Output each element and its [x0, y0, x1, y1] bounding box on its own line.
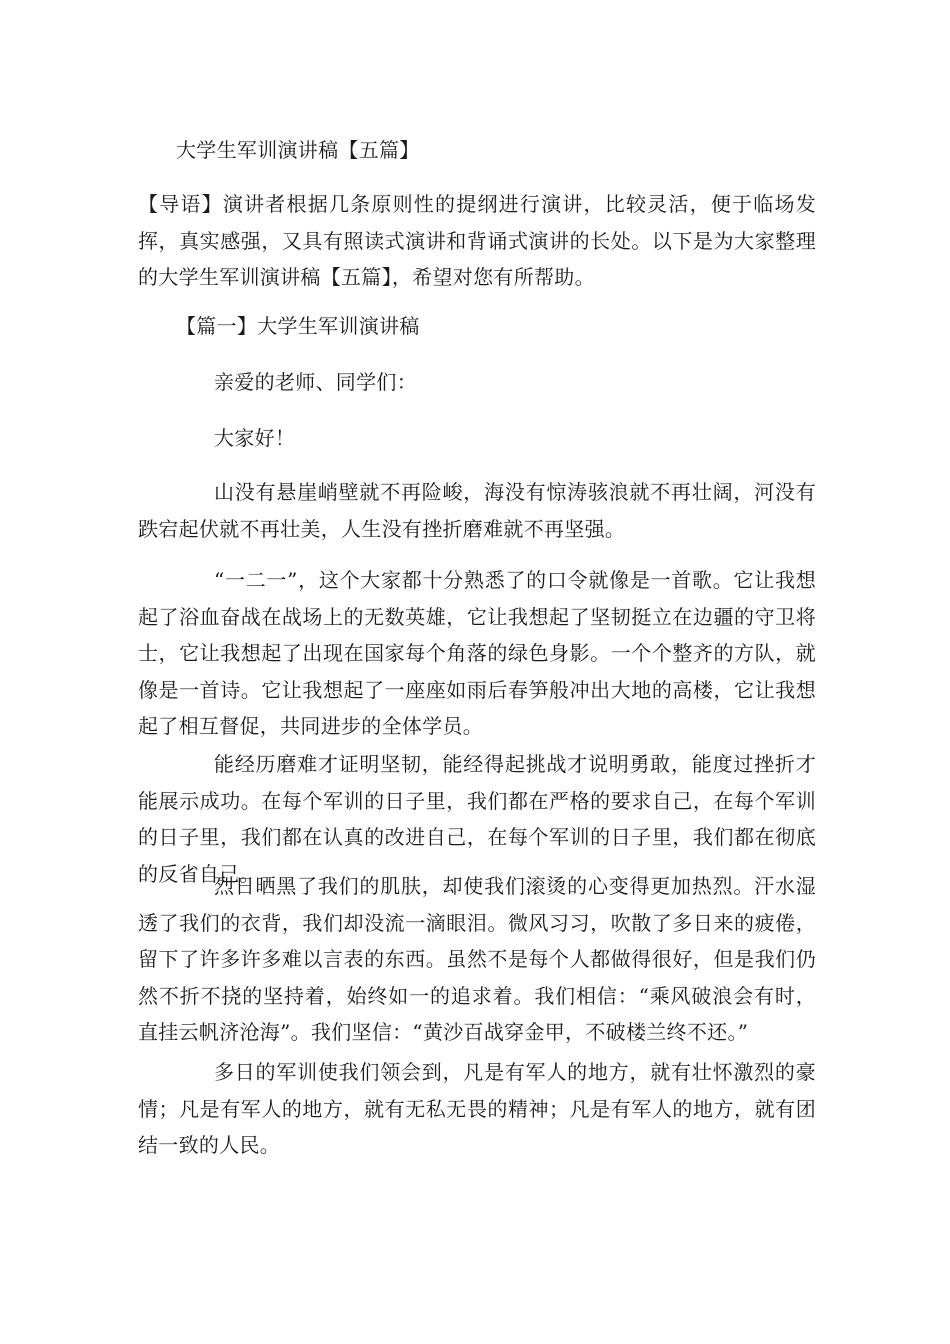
- intro-paragraph: 【导语】演讲者根据几条原则性的提纲进行演讲，比较灵活，便于临场发挥，真实感强，又具有照读式演讲和背诵式演讲的长处。以下是为大家整理的大学生军训演讲稿【五篇】，希望对您有所帮助。: [138, 192, 816, 289]
- body-paragraph-4: 烈日晒黑了我们的肌肤，却使我们滚烫的心变得更加热烈。汗水湿透了我们的衣背，我们却没流一滴眼泪。微风习习，吹散了多日来的疲倦，留下了许多许多难以言表的东西。虽然不是每个人都做得很好，但是我们仍然不折不挠的坚持着，始终如一的追求着。我们相信：“乘风破浪会有时，直挂云帆济沧海”。我们坚信：“黄沙百战穿金甲，不破楼兰终不还。”: [138, 874, 816, 1044]
- body-paragraph-5: 多日的军训使我们领会到，凡是有军人的地方，就有壮怀激烈的豪情；凡是有军人的地方，就有无私无畏的精神；凡是有军人的地方，就有团结一致的人民。: [138, 1060, 816, 1157]
- section-heading: 【篇一】大学生军训演讲稿: [176, 314, 420, 338]
- body-paragraph-1: 山没有悬崖峭壁就不再险峻，海没有惊涛骇浪就不再壮阔，河没有跌宕起伏就不再壮美，人生没有挫折磨难就不再坚强。: [138, 480, 816, 541]
- salutation: 亲爱的老师、同学们：: [214, 370, 417, 394]
- greeting: 大家好！: [214, 426, 296, 450]
- body-paragraph-3: 能经历磨难才证明坚韧，能经得起挑战才说明勇敢，能度过挫折才能展示成功。在每个军训的日子里，我们都在严格的要求自己，在每个军训的日子里，我们都在认真的改进自己，在每个军训的日子里，我们都在彻底的反省自己。: [138, 752, 816, 886]
- body-paragraph-2: “一二一”，这个大家都十分熟悉了的口令就像是一首歌。它让我想起了浴血奋战在战场上的无数英雄，它让我想起了坚韧挺立在边疆的守卫将士，它让我想起了出现在国家每个角落的绿色身影。一个个整齐的方队，就像是一首诗。它让我想起了一座座如雨后春笋般冲出大地的高楼，它让我想起了相互督促，共同进步的全体学员。: [138, 568, 816, 738]
- document-title: 大学生军训演讲稿【五篇】: [176, 138, 420, 162]
